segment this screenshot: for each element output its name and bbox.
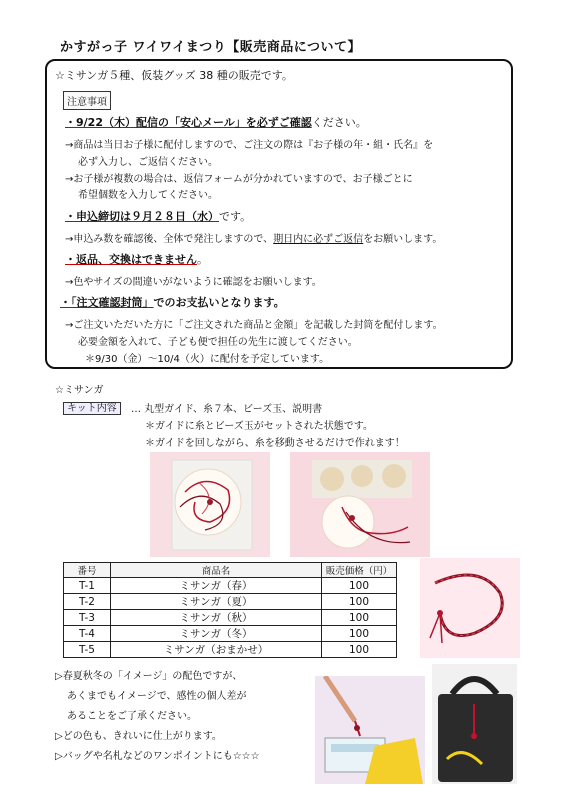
col-header-price: 販売価格（円） xyxy=(322,563,397,578)
note1-tail: ください。 xyxy=(311,116,367,129)
footer-line4: ▷どの色も、きれいに仕上がります。 xyxy=(55,731,222,742)
cell-number: T-1 xyxy=(64,578,111,594)
col-header-product: 商品名 xyxy=(111,563,322,578)
cell-product: ミサンガ（おまかせ） xyxy=(111,642,322,658)
note3-heading xyxy=(65,251,208,267)
note2-heading xyxy=(65,208,251,224)
note1-head-text: ・9/22（木）配信の「安心メール」を必ずご確認 xyxy=(65,116,312,129)
bracelet-photo xyxy=(420,558,520,658)
cell-price: 100 xyxy=(322,578,397,594)
cell-product: ミサンガ（秋） xyxy=(111,610,322,626)
note4-heading xyxy=(60,294,285,310)
page-title: かすがっ子 ワイワイまつり【販売商品について】 xyxy=(60,40,361,55)
bag-photo xyxy=(432,664,517,784)
cell-product: ミサンガ（春） xyxy=(111,578,322,594)
cell-number: T-4 xyxy=(64,626,111,642)
misanga-heading: ☆ミサンガ xyxy=(55,385,104,396)
kit-note1: ＊ガイドに糸とビーズ玉がセットされた状態です。 xyxy=(145,421,373,432)
note2-line1 xyxy=(65,230,442,245)
note2-line1c: をお願いします。 xyxy=(363,234,443,245)
intro-text: ☆ミサンガ５種、仮装グッズ 38 種の販売です。 xyxy=(55,69,293,82)
table-row xyxy=(64,610,397,626)
note3-line1: →色やサイズの間違いがないように確認をお願いします。 xyxy=(65,277,322,288)
product-table xyxy=(63,562,397,658)
cell-product: ミサンガ（冬） xyxy=(111,626,322,642)
note1-line3: →お子様が複数の場合は、返信フォームが分かれていますので、お子様ごとに xyxy=(65,174,413,185)
table-header-row xyxy=(64,563,397,578)
note4-line2: 必要金額を入れて、子ども便で担任の先生に渡してください。 xyxy=(78,337,358,348)
footer-line3: あることをご了承ください。 xyxy=(67,711,197,722)
note1-line2: 必ず入力し、ご返信ください。 xyxy=(78,157,218,168)
note2-tail: です。 xyxy=(219,210,252,223)
cell-number: T-5 xyxy=(64,642,111,658)
note2-line1a: →申込み数を確認後、全体で発注しますので、 xyxy=(65,234,274,245)
cell-number: T-3 xyxy=(64,610,111,626)
nametag-photo xyxy=(315,676,425,784)
cell-price: 100 xyxy=(322,594,397,610)
notice-label: 注意事項 xyxy=(63,91,111,110)
note4-head-b: でのお支払いとなります。 xyxy=(153,296,285,309)
table-row xyxy=(64,578,397,594)
note1-line4: 希望個数を入力してください。 xyxy=(78,190,218,201)
note3-head-text: ・返品、交換はできません xyxy=(65,253,197,266)
note4-head-a: ・「注文確認封筒」 xyxy=(60,296,154,309)
footer-line2: あくまでもイメージで、感性の個人差が xyxy=(67,691,247,702)
kit-contents: … 丸型ガイド、糸７本、ビーズ玉、説明書 xyxy=(131,404,323,415)
cell-number: T-2 xyxy=(64,594,111,610)
note1-heading xyxy=(65,114,367,130)
cell-price: 100 xyxy=(322,610,397,626)
table-row xyxy=(64,594,397,610)
note2-line1b: 期日内に必ずご返信 xyxy=(273,234,364,245)
sample-photo xyxy=(290,452,430,557)
note4-line1: →ご注文いただいた方に「ご注文された商品と金額」を記載した封筒を配付します。 xyxy=(65,320,443,331)
table-row xyxy=(64,642,397,658)
footer-line1: ▷春夏秋冬の「イメージ」の配色ですが、 xyxy=(55,671,243,682)
cell-price: 100 xyxy=(322,626,397,642)
table-row xyxy=(64,626,397,642)
col-header-number: 番号 xyxy=(64,563,111,578)
note3-tail: 。 xyxy=(197,253,208,266)
kit-photo xyxy=(150,452,270,557)
note4-line3: ＊9/30（金）～10/4（火）に配付を予定しています。 xyxy=(85,354,330,365)
kit-label: キット内容 xyxy=(63,402,121,415)
cell-product: ミサンガ（夏） xyxy=(111,594,322,610)
cell-price: 100 xyxy=(322,642,397,658)
note2-head-text: ・申込締切は９月２８日（水） xyxy=(65,210,219,223)
kit-note2: ＊ガイドを回しながら、糸を移動させるだけで作れます！ xyxy=(145,438,405,449)
note1-line1: →商品は当日お子様に配付しますので、ご注文の際は『お子様の年・組・氏名』を xyxy=(65,140,434,151)
footer-line5: ▷バッグや名札などのワンポイントにも☆☆☆ xyxy=(55,751,260,762)
